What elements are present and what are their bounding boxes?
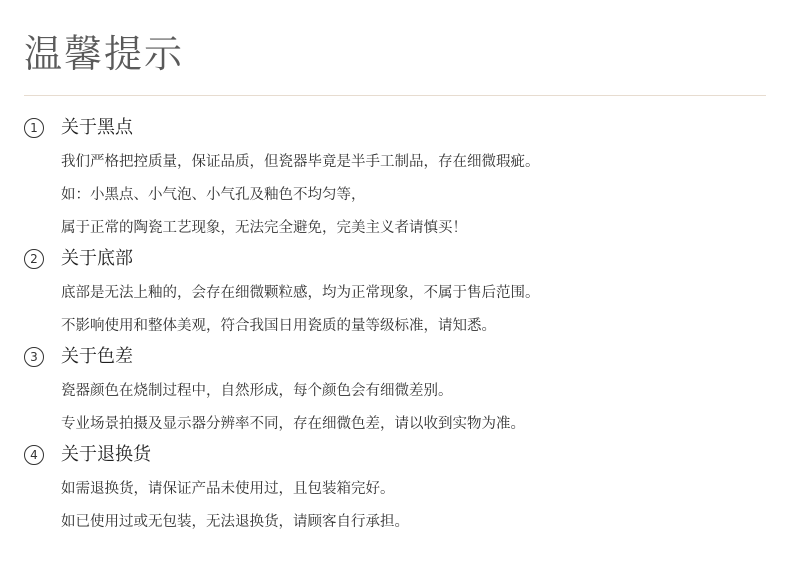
section-title: 关于底部: [61, 248, 133, 269]
section-text-line: 底部是无法上釉的，会存在细微颗粒感，均为正常现象，不属于售后范围。: [61, 285, 540, 301]
section-text-line: 如：小黑点、小气泡、小气孔及釉色不均匀等，: [61, 187, 366, 203]
section-returns: [24, 439, 766, 537]
section-title: 关于退换货: [61, 444, 151, 465]
section-heading: [24, 243, 766, 275]
section-text-line: 不影响使用和整体美观，符合我国日用瓷质的量等级标准，请知悉。: [61, 318, 496, 334]
section-heading: [24, 341, 766, 373]
circled-number-marker: 2: [24, 249, 44, 269]
section-text-line: 如需退换货，请保证产品未使用过，且包装箱完好。: [61, 481, 395, 497]
section-text-line: 如已使用过或无包装，无法退换货，请顾客自行承担。: [61, 514, 409, 530]
section-text-line: 瓷器颜色在烧制过程中，自然形成，每个颜色会有细微差别。: [61, 383, 453, 399]
section-heading: [24, 112, 766, 144]
section-bottom: [24, 243, 766, 341]
circled-number-marker: 4: [24, 445, 44, 465]
title-divider: [24, 95, 766, 96]
section-text-line: 我们严格把控质量，保证品质，但瓷器毕竟是半手工制品，存在细微瑕疵。: [61, 154, 540, 170]
section-text-line: 专业场景拍摄及显示器分辨率不同，存在细微色差，请以收到实物为准。: [61, 416, 525, 432]
section-heading: [24, 439, 766, 471]
circled-number-marker: 3: [24, 347, 44, 367]
section-black-spots: [24, 112, 766, 243]
circled-number-marker: 1: [24, 118, 44, 138]
section-title: 关于黑点: [61, 117, 133, 138]
page-title: 温馨提示: [24, 32, 185, 76]
notice-sections: [24, 112, 766, 537]
section-text-line: 属于正常的陶瓷工艺现象，无法完全避免，完美主义者请慎买！: [61, 220, 467, 236]
section-color-difference: [24, 341, 766, 439]
section-title: 关于色差: [61, 346, 133, 367]
